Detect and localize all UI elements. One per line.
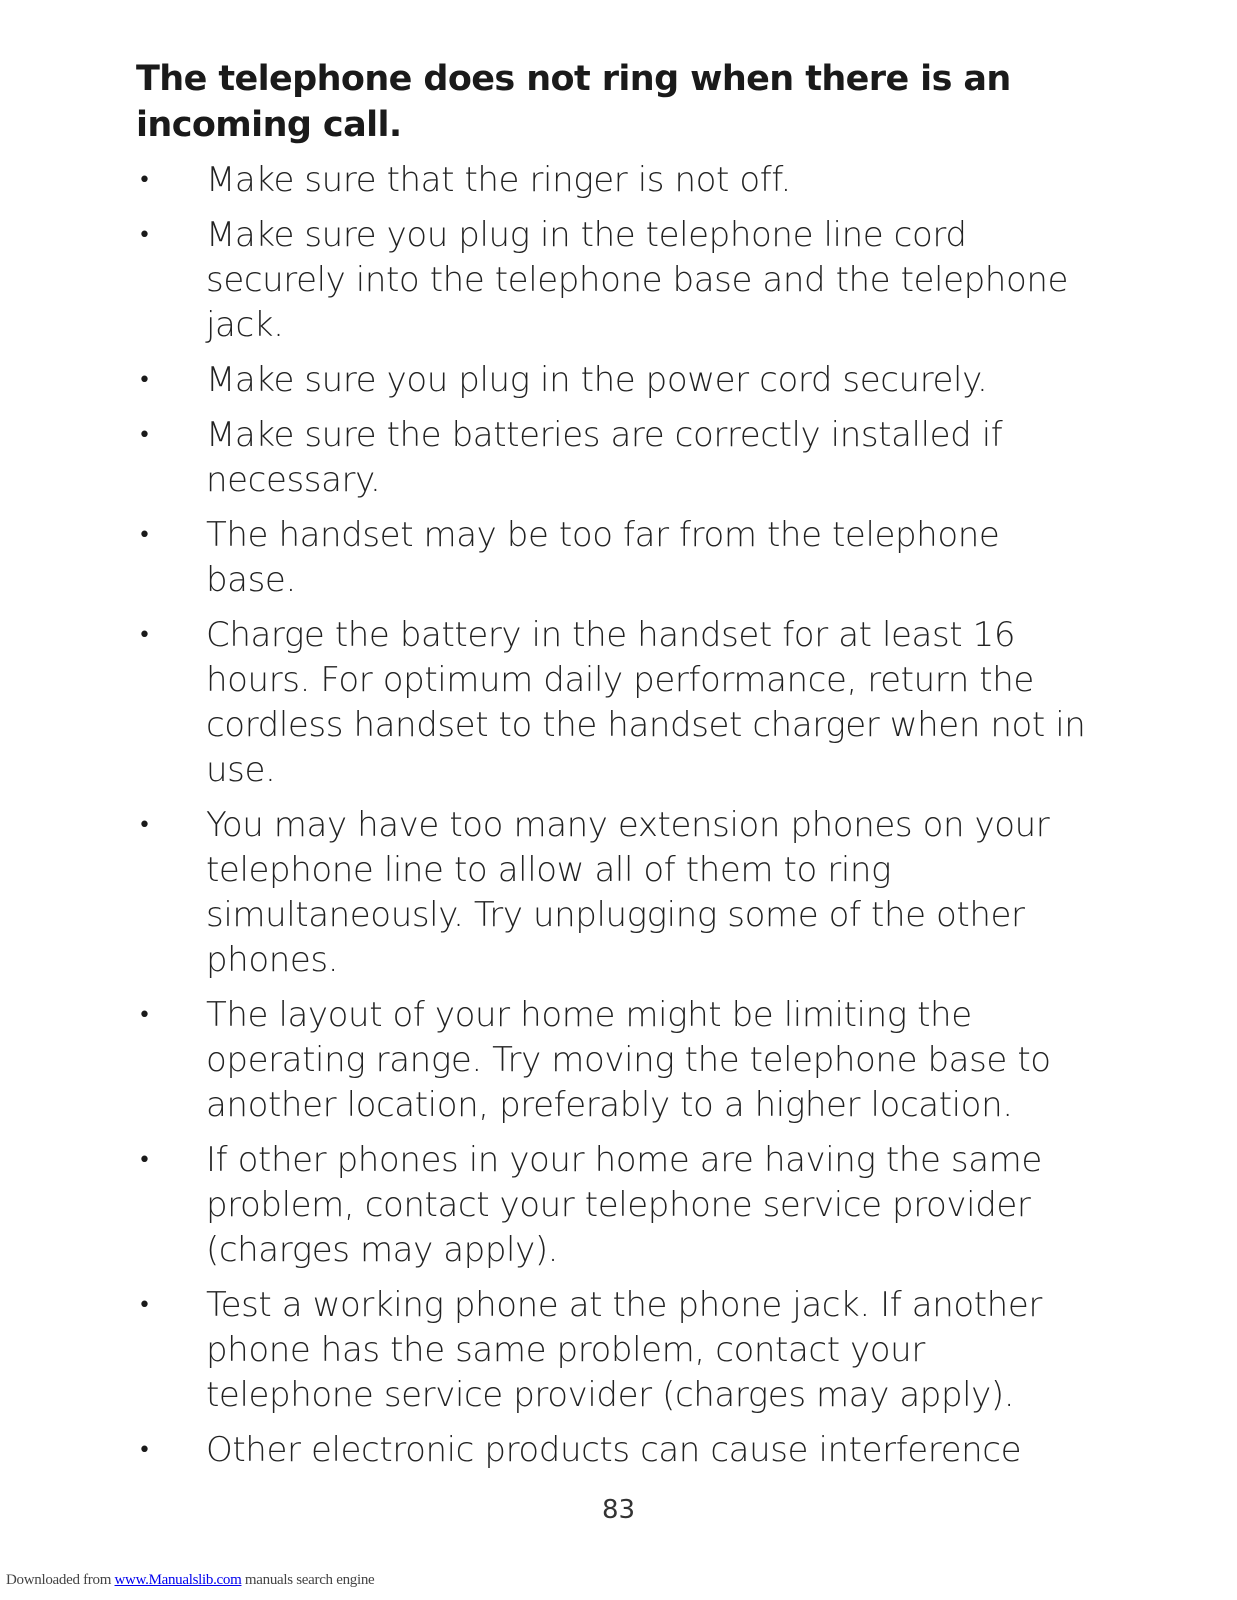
bullet-icon: • [138,1293,151,1318]
manualslib-link[interactable]: www.Manualslib.com [114,1572,242,1588]
download-footer [6,1571,374,1589]
bullet-icon: • [138,423,151,448]
bullet-icon: • [138,168,151,193]
list-item [136,1283,1096,1418]
bullet-icon: • [138,813,151,838]
list-item [136,993,1096,1128]
list-item [136,1428,1096,1473]
bullet-icon: • [138,623,151,648]
list-item [136,158,1096,203]
list-item [136,803,1096,983]
list-item [136,358,1096,403]
bullet-icon: • [138,1148,151,1173]
list-item [136,613,1096,793]
list-item-text: You may have too many extension phones on your telephone line to allow all of them to ring simultaneously. Try unplugging some of the other phones. [206,805,1050,980]
list-item [136,413,1096,503]
list-item-text: Make sure that the ringer is not off. [206,160,791,200]
list-item-text: Make sure the batteries are correctly installed if necessary. [206,415,1003,500]
page-number: 83 [601,1495,636,1525]
troubleshooting-list [136,158,1096,1483]
list-item-text: Test a working phone at the phone jack. If another phone has the same problem, contact your telephone service provider (charges may apply). [206,1285,1042,1415]
list-item-text: Charge the battery in the handset for at least 16 hours. For optimum daily performance, return the cordless handset to the handset charger when not in use. [206,615,1086,790]
list-item-text: If other phones in your home are having the same problem, contact your telephone service provider (charges may apply). [206,1140,1042,1270]
list-item [136,513,1096,603]
list-item [136,1138,1096,1273]
list-item-text: Make sure you plug in the telephone line cord securely into the telephone base and the telephone jack. [206,215,1069,345]
list-item-text: Other electronic products can cause interference [206,1430,1022,1470]
list-item-text: Make sure you plug in the power cord securely. [206,360,988,400]
bullet-icon: • [138,1438,151,1463]
bullet-icon: • [138,223,151,248]
footer-prefix: Downloaded from [6,1572,115,1588]
list-item-text: The layout of your home might be limiting the operating range. Try moving the telephone base to another location, preferably to a higher location. [206,995,1051,1125]
bullet-icon: • [138,1003,151,1028]
section-heading: The telephone does not ring when there is an incoming call. [136,59,1011,145]
bullet-icon: • [138,523,151,548]
list-item-text: The handset may be too far from the telephone base. [206,515,1000,600]
bullet-icon: • [138,368,151,393]
footer-suffix: manuals search engine [241,1572,375,1588]
list-item [136,213,1096,348]
